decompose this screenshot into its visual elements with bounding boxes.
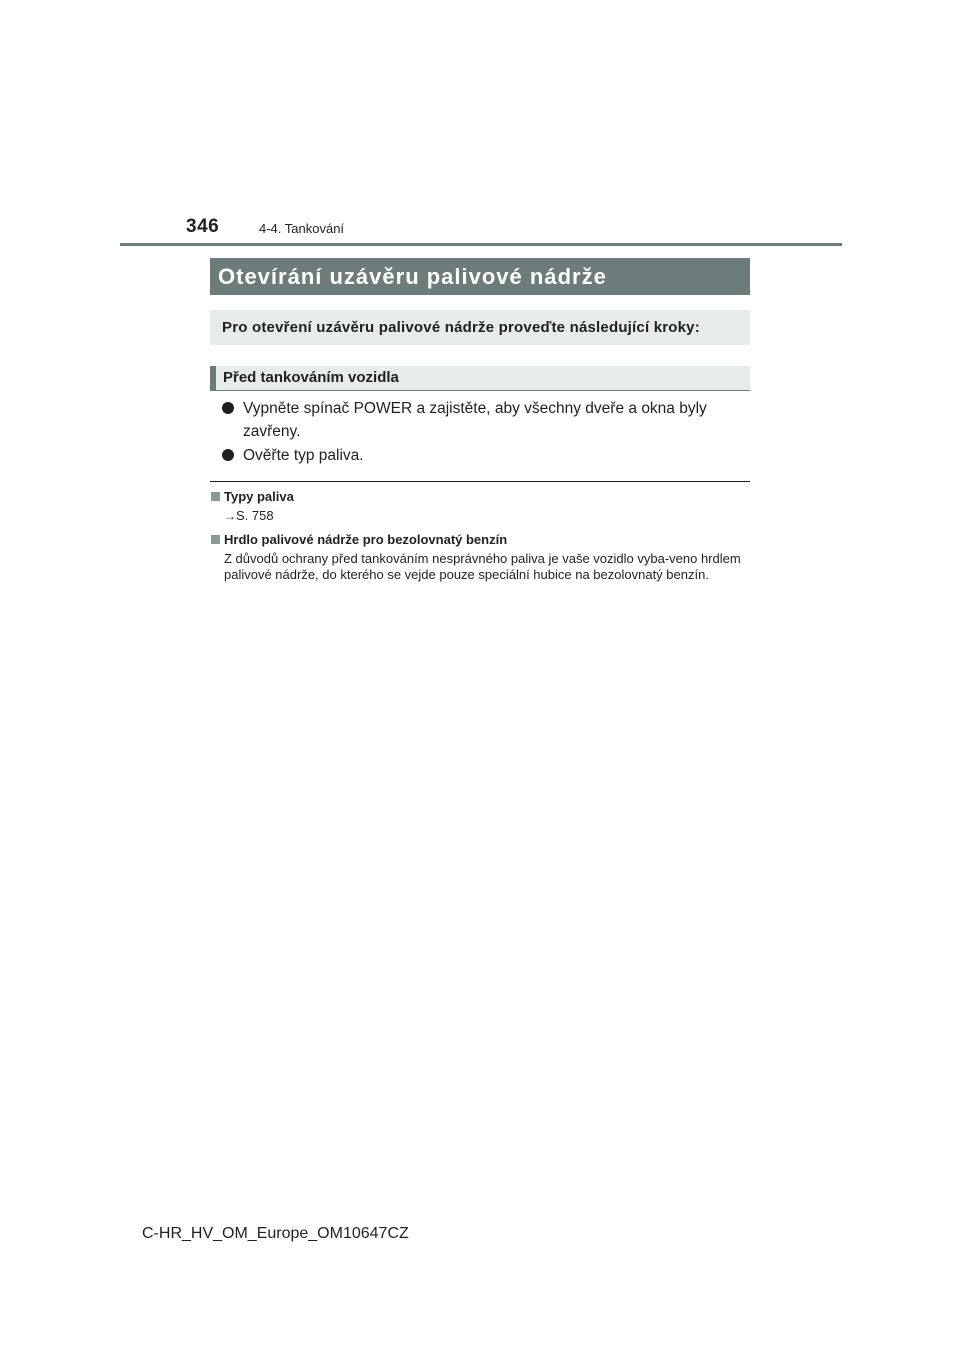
section-label: 4-4. Tankování bbox=[259, 221, 345, 236]
right-arrow-icon: → bbox=[224, 509, 236, 523]
note-heading-text: Typy paliva bbox=[224, 489, 294, 504]
note-fuel-types bbox=[211, 489, 751, 525]
filled-square-icon bbox=[211, 535, 220, 544]
section-divider bbox=[210, 481, 750, 482]
list-item-text: Vypněte spínač POWER a zajistěte, aby všechny dveře a okna byly zavřeny. bbox=[243, 400, 707, 440]
header-divider bbox=[120, 243, 842, 246]
list-item bbox=[222, 444, 752, 467]
list-item bbox=[222, 397, 752, 443]
list-item-text: Ověřte typ paliva. bbox=[243, 447, 364, 464]
intro-box bbox=[210, 310, 750, 345]
note-heading bbox=[211, 489, 751, 505]
page-reference-link[interactable]: S. 758 bbox=[236, 508, 274, 523]
subheading-marker bbox=[210, 366, 216, 390]
footer-document-id: C-HR_HV_OM_Europe_OM10647CZ bbox=[142, 1225, 409, 1242]
page-title: Otevírání uzávěru palivové nádrže bbox=[218, 264, 607, 289]
note-fuel-filler bbox=[211, 532, 751, 582]
filled-circle-icon bbox=[222, 449, 234, 461]
note-heading bbox=[211, 532, 751, 548]
bullet-list bbox=[222, 397, 752, 468]
filled-square-icon bbox=[211, 492, 220, 501]
note-body bbox=[211, 508, 751, 525]
page-title-bar bbox=[210, 258, 750, 295]
subheading-bar bbox=[210, 366, 750, 391]
subheading-text: Před tankováním vozidla bbox=[223, 369, 399, 386]
filled-circle-icon bbox=[222, 402, 234, 414]
note-body: Z důvodů ochrany před tankováním nesprávného paliva je vaše vozidlo vyba-veno hrdlem palivové nádrže, do kterého se vejde pouze speciální hubice na bezolovnatý benzín. bbox=[224, 551, 741, 582]
intro-text: Pro otevření uzávěru palivové nádrže proveďte následující kroky: bbox=[222, 319, 700, 336]
page-number: 346 bbox=[186, 216, 220, 237]
note-heading-text: Hrdlo palivové nádrže pro bezolovnatý benzín bbox=[224, 532, 508, 547]
